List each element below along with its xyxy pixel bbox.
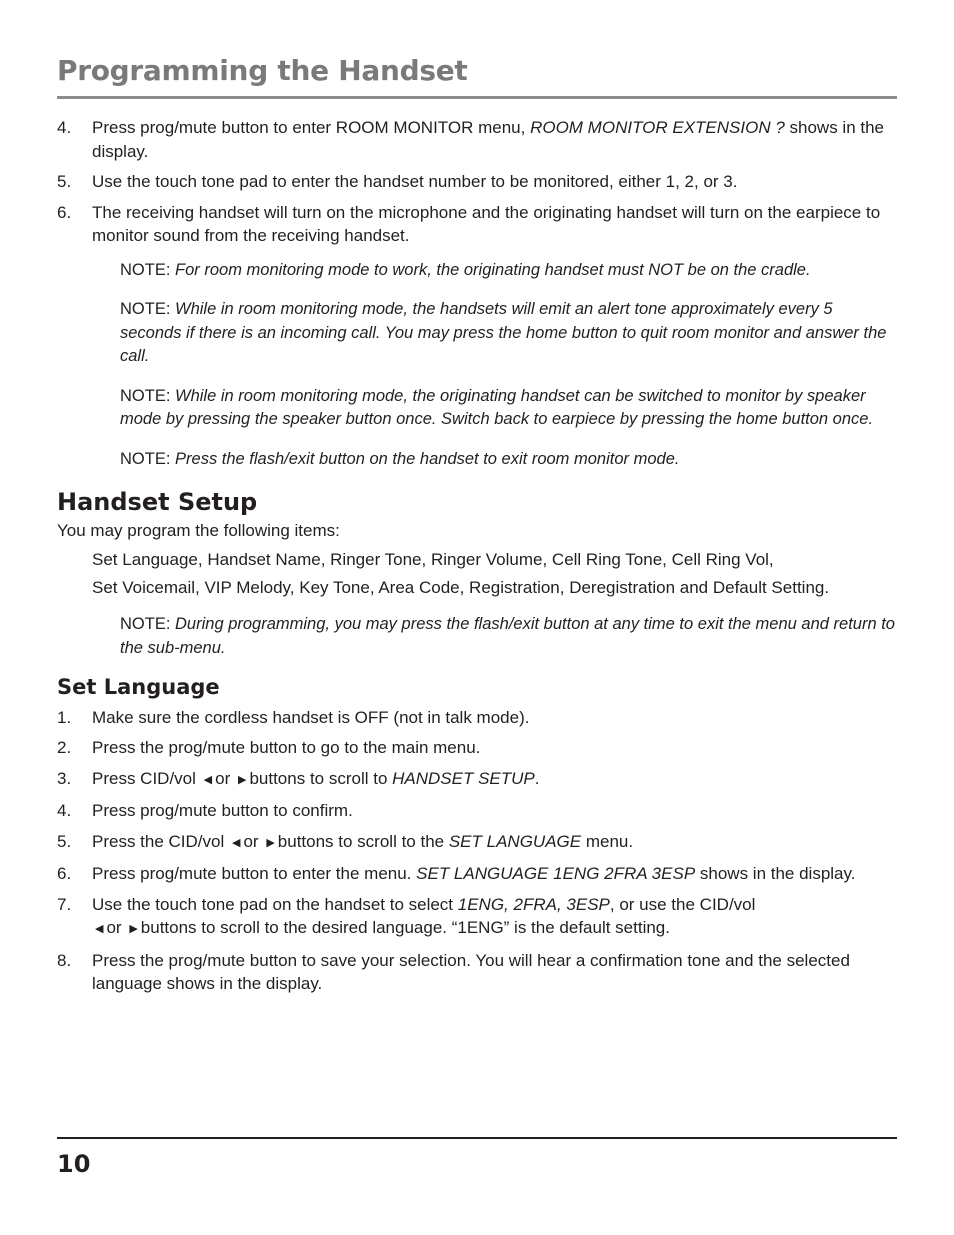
footer-rule xyxy=(57,1137,897,1139)
list-item: 7. Use the touch tone pad on the handset to select 1ENG, 2FRA, 3ESP, or use the CID/vol ◀ or ▶ buttons to scroll to the desired language. “1ENG” is the default setting. xyxy=(57,894,756,937)
list-item: 4. Press prog/mute button to confirm. xyxy=(57,801,353,820)
note: NOTE: While in room monitoring mode, the handsets will emit an alert tone approximately every 5 seconds if there is an incoming call. You may press the home button to quit room monitor and answer the call. xyxy=(120,300,887,365)
page-content xyxy=(57,116,897,1003)
programmable-items: Set Language, Handset Name, Ringer Tone, Ringer Volume, Cell Ring Tone, Cell Ring Vol, Set Voicemail, VIP Melody, Key Tone, Area Code, Registration, Deregistration and Default Setting. xyxy=(92,550,830,597)
right-arrow-icon: ▶ xyxy=(237,773,247,786)
right-arrow-icon: ▶ xyxy=(129,923,138,935)
list-item: 8. Press the prog/mute button to save your selection. You will hear a confirmation tone and the selected language shows in the display. xyxy=(57,950,850,993)
section-intro: You may program the following items: xyxy=(57,520,340,540)
left-arrow-icon: ◀ xyxy=(95,923,104,935)
note: NOTE: Press the flash/exit button on the handset to exit room monitor mode. xyxy=(120,449,680,468)
list-item: 5. Press the CID/vol ◀ or ▶ buttons to scroll to the SET LANGUAGE menu. xyxy=(57,831,634,851)
list-item: 1. Make sure the cordless handset is OFF (not in talk mode). xyxy=(57,707,530,727)
left-arrow-icon: ◀ xyxy=(232,836,241,849)
section-heading-handset-setup: Handset Setup xyxy=(57,488,258,516)
list-item: 2. Press the prog/mute button to go to the main menu. xyxy=(57,738,481,757)
page-number: 10 xyxy=(57,1150,91,1178)
left-arrow-icon: ◀ xyxy=(203,773,213,786)
set-language-steps xyxy=(57,706,897,996)
right-arrow-icon: ▶ xyxy=(266,836,275,849)
note: NOTE: During programming, you may press the flash/exit button at any time to exit the menu and return to the sub-menu. xyxy=(120,615,895,657)
list-item: 4. Press prog/mute button to enter ROOM MONITOR menu, ROOM MONITOR EXTENSION ? shows in the display. xyxy=(57,118,885,161)
page-title: Programming the Handset xyxy=(57,54,468,87)
list-item: 6. Press prog/mute button to enter the menu. SET LANGUAGE 1ENG 2FRA 3ESP shows in the display. xyxy=(57,864,856,883)
room-monitor-steps xyxy=(57,116,897,248)
note: NOTE: For room monitoring mode to work, the originating handset must NOT be on the cradle. xyxy=(120,260,811,279)
list-item: 3. Press CID/vol ◀ or ▶ buttons to scroll to HANDSET SETUP. xyxy=(57,768,540,788)
list-item: 6. The receiving handset will turn on the microphone and the originating handset will turn on the earpiece to monitor sound from the receiving handset. xyxy=(57,202,881,245)
section-heading-set-language: Set Language xyxy=(57,675,220,699)
header-rule xyxy=(57,96,897,99)
list-item: 5. Use the touch tone pad to enter the handset number to be monitored, either 1, 2, or 3. xyxy=(57,172,738,191)
note: NOTE: While in room monitoring mode, the originating handset can be switched to monitor by speaker mode by pressing the speaker button once. Switch back to earpiece by pressing the home button once. xyxy=(120,386,874,428)
